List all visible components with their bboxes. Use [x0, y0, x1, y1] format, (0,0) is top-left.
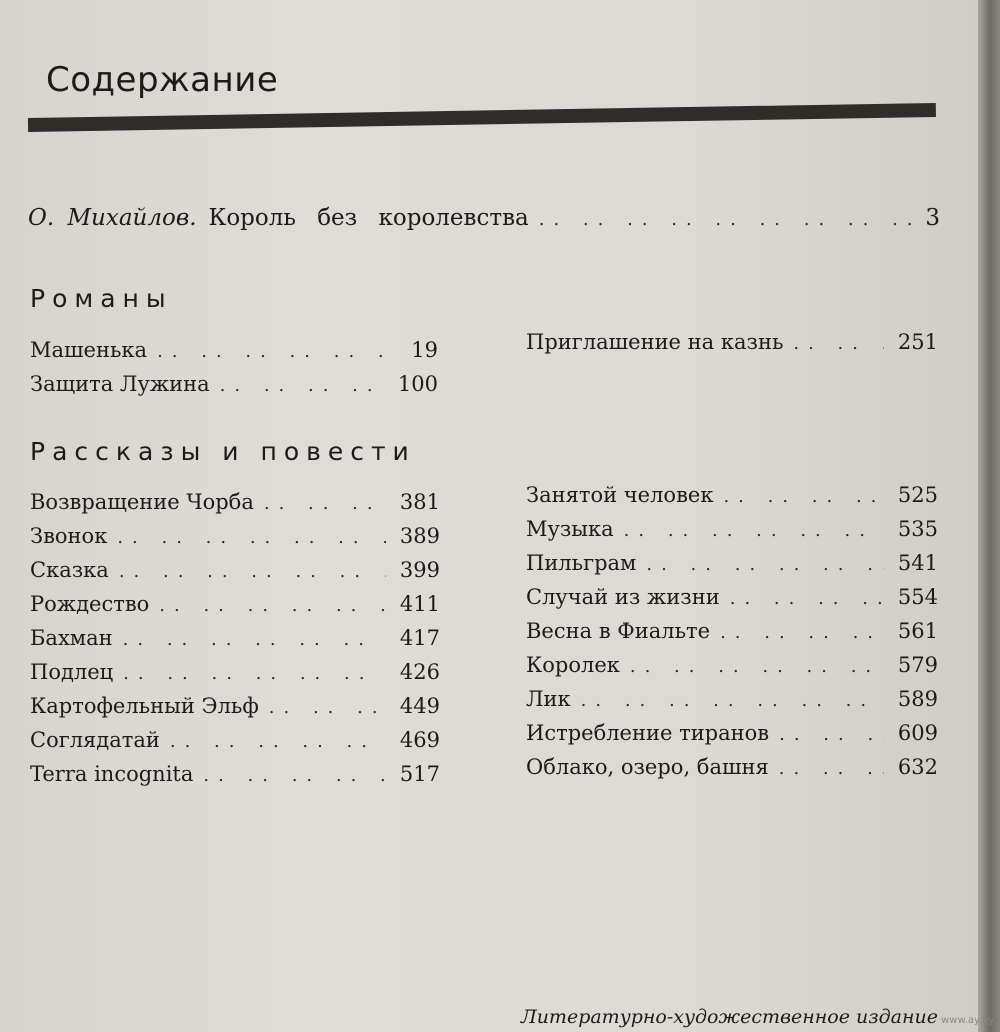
- leader-dots: [723, 486, 884, 507]
- toc-entry-title: Облако, озеро, башня: [526, 755, 769, 779]
- section-heading-stories: Рассказы и повести: [30, 437, 416, 466]
- leader-dots: [730, 588, 884, 609]
- toc-entry-page: 100: [397, 372, 438, 396]
- leader-dots: [123, 629, 386, 650]
- toc-entry: [526, 483, 938, 517]
- leader-dots: [269, 697, 386, 718]
- book-spine: [978, 0, 1000, 1032]
- leader-dots: [220, 375, 384, 396]
- publication-type: Литературно-художественное издание: [520, 1006, 938, 1028]
- toc-entry-page: 579: [897, 653, 938, 677]
- leader-dots: [119, 561, 386, 582]
- leader-dots: [630, 656, 884, 677]
- leader-dots: [170, 731, 386, 752]
- toc-entry-title: Приглашение на казнь: [526, 330, 784, 354]
- toc-entry-title: Возвращение Чорба: [30, 490, 254, 514]
- toc-entry-title: Весна в Фиальте: [526, 619, 711, 643]
- leader-dots: [117, 527, 386, 548]
- toc-entry: [526, 687, 938, 721]
- toc-entry-title: Соглядатай: [30, 728, 160, 752]
- toc-entry: [526, 551, 938, 585]
- toc-entry-page: 411: [399, 592, 440, 616]
- toc-entry-title: Истребление тиранов: [526, 721, 770, 745]
- toc-entry: [526, 721, 938, 755]
- toc-entry-title: Королек: [526, 653, 620, 677]
- toc-entry-page: 525: [897, 483, 938, 507]
- toc-entry-page: 554: [897, 585, 938, 609]
- toc-entry-page: 389: [399, 524, 440, 548]
- toc-entry: [30, 694, 440, 728]
- leader-dots: [720, 622, 884, 643]
- leader-dots: [264, 493, 386, 514]
- toc-entry-page: 632: [897, 755, 938, 779]
- novels-right-column: [526, 330, 938, 364]
- intro-page: 3: [925, 205, 940, 231]
- toc-entry: [526, 619, 938, 653]
- toc-entry: [30, 592, 440, 626]
- toc-entry-page: 535: [897, 517, 938, 541]
- toc-entry: [526, 585, 938, 619]
- leader-dots: [624, 520, 884, 541]
- toc-entry-page: 609: [897, 721, 938, 745]
- toc-entry: [30, 338, 438, 372]
- toc-entry-title: Пильграм: [526, 551, 637, 575]
- toc-entry: [30, 762, 440, 796]
- toc-entry-title: Terra incognita: [30, 762, 194, 786]
- leader-dots: [539, 209, 916, 230]
- toc-entry-page: 381: [399, 490, 440, 514]
- toc-entry-title: Сказка: [30, 558, 109, 582]
- section-heading-novels: Романы: [30, 284, 173, 313]
- toc-entry-page: 417: [399, 626, 440, 650]
- intro-work: Король без королевства: [208, 205, 529, 231]
- toc-entry: [526, 653, 938, 687]
- toc-entry-title: Картофельный Эльф: [30, 694, 259, 718]
- stories-right-column: [526, 483, 938, 789]
- toc-entry-title: Занятой человек: [526, 483, 714, 507]
- toc-entry-title: Бахман: [30, 626, 113, 650]
- leader-dots: [123, 663, 386, 684]
- toc-entry: [526, 755, 938, 789]
- leader-dots: [157, 341, 384, 362]
- toc-entry-title: Рождество: [30, 592, 150, 616]
- toc-entry-title: Лик: [526, 687, 571, 711]
- leader-dots: [779, 758, 884, 779]
- toc-entry: [30, 524, 440, 558]
- toc-entry-title: Защита Лужина: [30, 372, 210, 396]
- watermark: www.ay.by: [941, 1015, 994, 1026]
- stories-left-column: [30, 490, 440, 796]
- toc-entry-title: Машенька: [30, 338, 148, 362]
- toc-entry-page: 399: [399, 558, 440, 582]
- toc-entry-title: Случай из жизни: [526, 585, 720, 609]
- novels-left-column: [30, 338, 438, 406]
- toc-entry-page: 517: [399, 762, 440, 786]
- toc-entry: [30, 558, 440, 592]
- toc-entry: [30, 660, 440, 694]
- toc-entry: [30, 626, 440, 660]
- toc-entry: [526, 330, 938, 364]
- toc-entry-page: 426: [399, 660, 440, 684]
- leader-dots: [581, 690, 884, 711]
- page-title: Содержание: [46, 60, 279, 100]
- toc-entry-page: 541: [897, 551, 938, 575]
- toc-entry-page: 469: [399, 728, 440, 752]
- toc-entry-page: 561: [897, 619, 938, 643]
- toc-entry: [30, 372, 438, 406]
- toc-entry-page: 251: [897, 330, 938, 354]
- toc-entry-page: 589: [897, 687, 938, 711]
- leader-dots: [646, 554, 884, 575]
- toc-entry: [30, 490, 440, 524]
- intro-entry: [28, 205, 940, 231]
- toc-entry: [30, 728, 440, 762]
- intro-author: О. Михайлов.: [28, 205, 197, 231]
- toc-entry-title: Звонок: [30, 524, 108, 548]
- leader-dots: [793, 333, 884, 354]
- toc-entry: [526, 517, 938, 551]
- toc-entry-page: 19: [411, 338, 438, 362]
- toc-entry-title: Подлец: [30, 660, 114, 684]
- leader-dots: [203, 765, 386, 786]
- leader-dots: [779, 724, 884, 745]
- toc-entry-title: Музыка: [526, 517, 614, 541]
- toc-entry-page: 449: [399, 694, 440, 718]
- leader-dots: [159, 595, 386, 616]
